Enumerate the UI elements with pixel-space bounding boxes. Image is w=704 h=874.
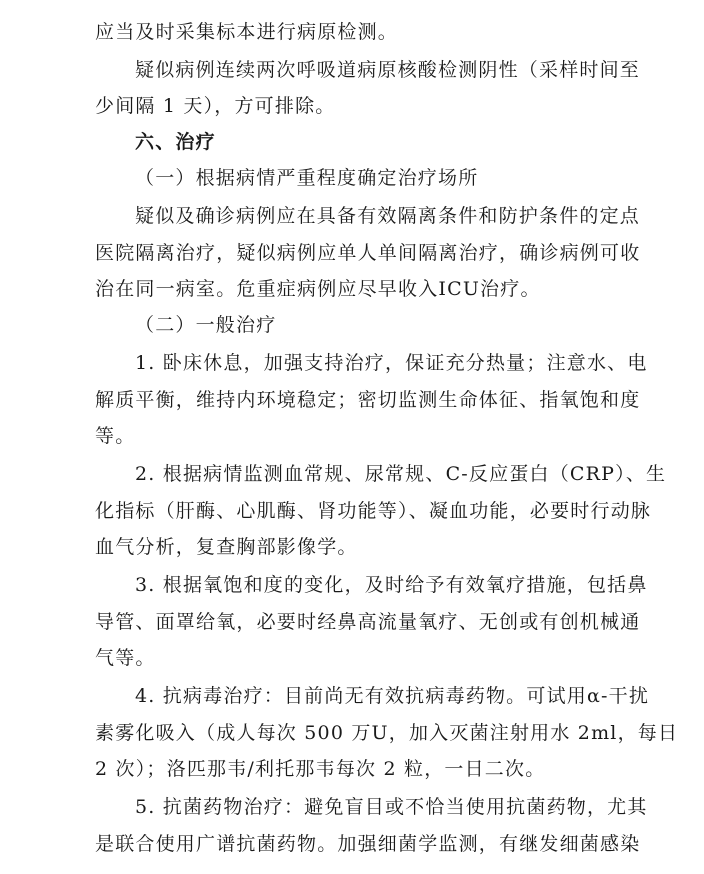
text-line: 2. 根据病情监测血常规、尿常规、C-反应蛋白（CRP）、生: [135, 463, 667, 485]
text-line: 导管、面罩给氧，必要时经鼻高流量氧疗、无创或有创机械通: [95, 611, 641, 633]
subsection-heading: （二）一般治疗: [135, 314, 277, 336]
text-line: 医院隔离治疗，疑似病例应单人单间隔离治疗，确诊病例可收: [95, 242, 641, 264]
text-line: 疑似病例连续两次呼吸道病原核酸检测阴性（采样时间至: [135, 59, 641, 81]
text-line: 是联合使用广谱抗菌药物。加强细菌学监测，有继发细菌感染: [95, 833, 641, 855]
text-line: 化指标（肝酶、心肌酶、肾功能等）、凝血功能，必要时行动脉: [95, 500, 652, 522]
text-line: 5. 抗菌药物治疗：避免盲目或不恰当使用抗菌药物，尤其: [135, 796, 648, 818]
text-line: 素雾化吸入（成人每次 500 万U，加入灭菌注射用水 2ml，每日: [95, 722, 679, 744]
text-line: 血气分析，复查胸部影像学。: [95, 536, 358, 558]
text-line: 气等。: [95, 647, 156, 669]
text-line: 等。: [95, 425, 136, 447]
text-line: 疑似及确诊病例应在具备有效隔离条件和防护条件的定点: [135, 205, 641, 227]
text-line: 4. 抗病毒治疗：目前尚无有效抗病毒药物。可试用α-干扰: [135, 685, 650, 707]
text-line: 治在同一病室。危重症病例应尽早收入ICU治疗。: [95, 278, 541, 300]
text-line: 1. 卧床休息，加强支持治疗，保证充分热量；注意水、电: [135, 352, 648, 374]
text-line: 3. 根据氧饱和度的变化，及时给予有效氧疗措施，包括鼻: [135, 574, 648, 596]
text-line: 应当及时采集标本进行病原检测。: [95, 21, 399, 43]
subsection-heading: （一）根据病情严重程度确定治疗场所: [135, 167, 479, 189]
text-line: 2 次）；洛匹那韦/利托那韦每次 2 粒，一日二次。: [95, 758, 546, 780]
text-line: 少间隔 1 天），方可排除。: [95, 95, 336, 117]
text-line: 解质平衡，维持内环境稳定；密切监测生命体征、指氧饱和度: [95, 389, 641, 411]
section-heading: 六、治疗: [135, 131, 216, 153]
